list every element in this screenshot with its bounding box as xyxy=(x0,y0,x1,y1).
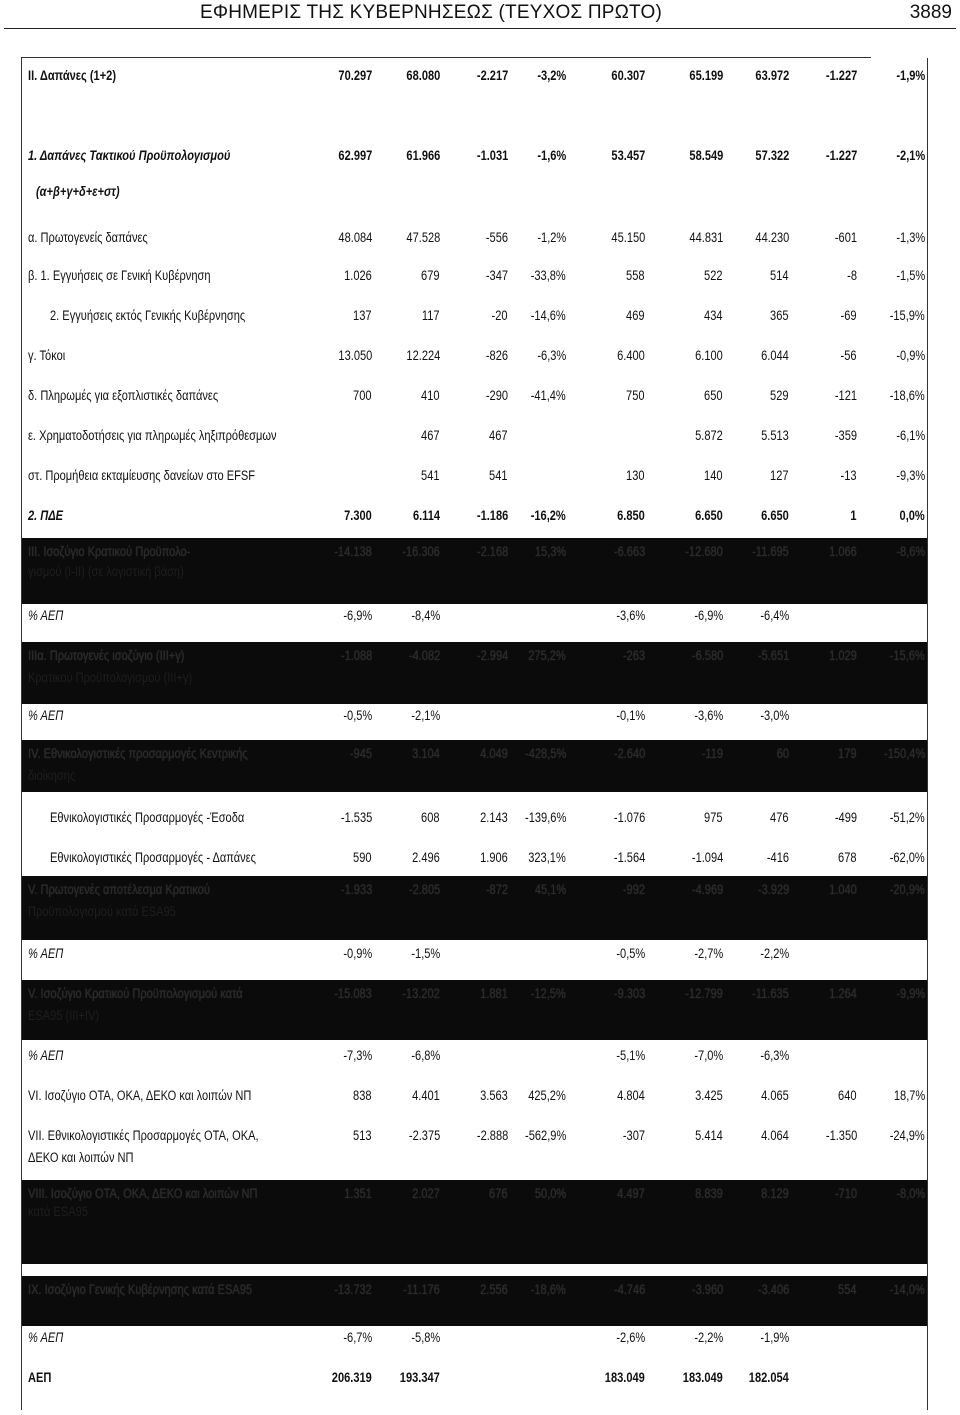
value-cell: -2.168 xyxy=(476,544,508,559)
value-cell: 1.026 xyxy=(344,268,372,283)
row-label: % ΑΕΠ xyxy=(28,1048,64,1063)
value-cell: -6,9% xyxy=(694,608,723,623)
value-cell: -18,6% xyxy=(889,388,925,403)
value-cell: 1.264 xyxy=(829,986,857,1001)
table-row xyxy=(22,228,927,250)
value-cell: -4.746 xyxy=(613,1282,645,1297)
value-cell: 2.027 xyxy=(412,1186,440,1201)
row-label: ΑΕΠ xyxy=(28,1370,52,1385)
value-cell: -2,1% xyxy=(896,148,925,163)
value-cell: 0,0% xyxy=(899,508,925,523)
value-cell: 65.199 xyxy=(689,68,723,83)
value-cell: -2.375 xyxy=(408,1128,440,1143)
value-cell: -1.076 xyxy=(613,810,645,825)
value-cell: -1,6% xyxy=(537,148,566,163)
value-cell: 44.230 xyxy=(755,230,789,245)
value-cell: -6.580 xyxy=(691,648,723,663)
value-cell: -1.350 xyxy=(825,1128,857,1143)
table-row xyxy=(22,1046,927,1068)
table-row xyxy=(22,1368,927,1390)
value-cell: 365 xyxy=(770,308,789,323)
value-cell: 323,1% xyxy=(528,850,566,865)
value-cell: -3.406 xyxy=(757,1282,789,1297)
value-cell: 514 xyxy=(770,268,789,283)
value-cell: -8,6% xyxy=(896,544,925,559)
value-cell: -121 xyxy=(834,388,857,403)
value-cell: 750 xyxy=(626,388,645,403)
value-cell: -12,5% xyxy=(530,986,566,1001)
value-cell: 700 xyxy=(353,388,372,403)
row-label: γ. Τόκοι xyxy=(28,348,66,363)
row-label: 1. Δαπάνες Τακτικού Προϋπολογισμού xyxy=(28,148,231,163)
value-cell: -2.805 xyxy=(408,882,440,897)
value-cell: 838 xyxy=(353,1088,372,1103)
value-cell: -9,3% xyxy=(896,468,925,483)
value-cell: 6.044 xyxy=(761,348,789,363)
row-label: % ΑΕΠ xyxy=(28,708,64,723)
table-row xyxy=(22,426,927,448)
row-label: ΙΙ. Δαπάνες (1+2) xyxy=(28,68,117,83)
table-row xyxy=(22,266,927,288)
value-cell: -14,6% xyxy=(530,308,566,323)
value-cell: -3,6% xyxy=(616,608,645,623)
row-label: % ΑΕΠ xyxy=(28,1330,64,1345)
value-cell: -7,3% xyxy=(343,1048,372,1063)
value-cell: 1.881 xyxy=(480,986,508,1001)
value-cell: 137 xyxy=(353,308,372,323)
value-cell: -4.969 xyxy=(691,882,723,897)
value-cell: 4.497 xyxy=(617,1186,645,1201)
table-row xyxy=(22,146,927,208)
value-cell: 63.972 xyxy=(755,68,789,83)
value-cell: 590 xyxy=(353,850,372,865)
value-cell: -2,2% xyxy=(694,1330,723,1345)
value-cell: 12.224 xyxy=(406,348,440,363)
row-label: 2. Εγγυήσεις εκτός Γενικής Κυβέρνησης xyxy=(50,308,246,323)
table-row xyxy=(22,642,927,704)
row-label: 2. ΠΔΕ xyxy=(28,508,64,523)
value-cell: -2.640 xyxy=(613,746,645,761)
value-cell: -51,2% xyxy=(889,810,925,825)
value-cell: -16.306 xyxy=(402,544,440,559)
header-rule xyxy=(4,28,956,29)
table-row xyxy=(22,808,927,830)
table-row xyxy=(22,506,927,528)
value-cell: 183.049 xyxy=(682,1370,723,1385)
value-cell: 1.351 xyxy=(344,1186,372,1201)
value-cell: 676 xyxy=(489,1186,508,1201)
value-cell: 640 xyxy=(838,1088,857,1103)
value-cell: 193.347 xyxy=(399,1370,440,1385)
row-label: % ΑΕΠ xyxy=(28,608,64,623)
value-cell: 4.064 xyxy=(761,1128,789,1143)
value-cell: -3.929 xyxy=(757,882,789,897)
table-row xyxy=(22,386,927,408)
row-label-continued: γισμού (Ι-ΙΙ) (σε λογιστική βάση) xyxy=(28,564,184,579)
value-cell: 68.080 xyxy=(406,68,440,83)
value-cell: -0,5% xyxy=(343,708,372,723)
value-cell: 18,7% xyxy=(893,1088,925,1103)
value-cell: -562,9% xyxy=(524,1128,566,1143)
value-cell: -6.663 xyxy=(613,544,645,559)
value-cell: -601 xyxy=(834,230,857,245)
value-cell: -1,9% xyxy=(896,68,925,83)
row-label: % ΑΕΠ xyxy=(28,946,64,961)
value-cell: 47.528 xyxy=(406,230,440,245)
value-cell: -945 xyxy=(349,746,372,761)
value-cell: -1.031 xyxy=(476,148,508,163)
value-cell: -11.635 xyxy=(752,986,789,1001)
value-cell: 13.050 xyxy=(338,348,372,363)
value-cell: 1.066 xyxy=(829,544,857,559)
value-cell: -13 xyxy=(840,468,857,483)
value-cell: -8,0% xyxy=(896,1186,925,1201)
value-cell: -11.695 xyxy=(752,544,789,559)
value-cell: -139,6% xyxy=(524,810,566,825)
value-cell: 6.650 xyxy=(761,508,789,523)
value-cell: 130 xyxy=(626,468,645,483)
value-cell: 434 xyxy=(704,308,723,323)
value-cell: 48.084 xyxy=(338,230,372,245)
value-cell: 650 xyxy=(704,388,723,403)
value-cell: -2,7% xyxy=(694,946,723,961)
value-cell: -556 xyxy=(485,230,508,245)
value-cell: 6.100 xyxy=(695,348,723,363)
row-label: α. Πρωτογενείς δαπάνες xyxy=(28,230,148,245)
value-cell: 513 xyxy=(353,1128,372,1143)
value-cell: -0,5% xyxy=(616,946,645,961)
value-cell: -9.303 xyxy=(613,986,645,1001)
value-cell: -4.082 xyxy=(408,648,440,663)
value-cell: -290 xyxy=(485,388,508,403)
row-label-continued: (α+β+γ+δ+ε+στ) xyxy=(36,184,120,199)
table-row xyxy=(22,848,927,870)
value-cell: 1.906 xyxy=(480,850,508,865)
value-cell: -20 xyxy=(491,308,508,323)
row-label: VI. Ισοζύγιο ΟΤΑ, ΟΚΑ, ΔΕΚΟ και λοιπών ΝΠ xyxy=(28,1088,252,1103)
value-cell: 50,0% xyxy=(534,1186,566,1201)
value-cell: -1.186 xyxy=(476,508,508,523)
value-cell: -6,8% xyxy=(411,1048,440,1063)
value-cell: 608 xyxy=(421,810,440,825)
value-cell: -710 xyxy=(834,1186,857,1201)
value-cell: 60.307 xyxy=(611,68,645,83)
value-cell: -8,4% xyxy=(411,608,440,623)
value-cell: 5.513 xyxy=(761,428,789,443)
value-cell: -11.176 xyxy=(403,1282,440,1297)
value-cell: 541 xyxy=(421,468,440,483)
value-cell: -1.227 xyxy=(825,68,857,83)
table-row xyxy=(22,66,927,88)
value-cell: -1.094 xyxy=(691,850,723,865)
value-cell: -872 xyxy=(485,882,508,897)
value-cell: -6,7% xyxy=(343,1330,372,1345)
row-label: ΙΙΙα. Πρωτογενές ισοζύγιο (ΙΙΙ+γ) xyxy=(28,648,185,663)
value-cell: 2.496 xyxy=(412,850,440,865)
value-cell: -6,1% xyxy=(896,428,925,443)
value-cell: 2.556 xyxy=(480,1282,508,1297)
value-cell: -15.083 xyxy=(334,986,372,1001)
value-cell: -7,0% xyxy=(694,1048,723,1063)
value-cell: -2,6% xyxy=(616,1330,645,1345)
row-label-continued: κατά ESA95 xyxy=(28,1204,88,1219)
value-cell: -33,8% xyxy=(530,268,566,283)
value-cell: -12.680 xyxy=(685,544,723,559)
value-cell: 206.319 xyxy=(331,1370,372,1385)
table-row xyxy=(22,944,927,966)
value-cell: -13.202 xyxy=(402,986,440,1001)
value-cell: 61.966 xyxy=(406,148,440,163)
value-cell: 541 xyxy=(489,468,508,483)
value-cell: 529 xyxy=(770,388,789,403)
value-cell: -1.088 xyxy=(340,648,372,663)
value-cell: 44.831 xyxy=(689,230,723,245)
value-cell: 6.114 xyxy=(412,508,440,523)
value-cell: 179 xyxy=(838,746,857,761)
gazette-title: ΕΦΗΜΕΡΙΣ ΤΗΣ ΚΥΒΕΡΝΗΣΕΩΣ (ΤΕΥΧΟΣ ΠΡΩΤΟ) xyxy=(200,2,663,23)
value-cell: -1.227 xyxy=(825,148,857,163)
table-row xyxy=(22,1180,927,1264)
value-cell: 60 xyxy=(776,746,789,761)
value-cell: 70.297 xyxy=(338,68,372,83)
table-row xyxy=(22,1086,927,1108)
table-row xyxy=(22,346,927,368)
value-cell: 6.850 xyxy=(617,508,645,523)
row-label: στ. Προμήθεια εκταμίευσης δανείων στο EFSF xyxy=(28,468,255,483)
value-cell: -416 xyxy=(766,850,789,865)
value-cell: 1 xyxy=(850,508,857,523)
table-row xyxy=(22,706,927,728)
table-row xyxy=(22,538,927,604)
value-cell: 4.065 xyxy=(761,1088,789,1103)
value-cell: 3.563 xyxy=(480,1088,508,1103)
table-row xyxy=(22,466,927,488)
value-cell: -0,1% xyxy=(616,708,645,723)
value-cell: -3.960 xyxy=(691,1282,723,1297)
value-cell: 6.400 xyxy=(617,348,645,363)
table-row xyxy=(22,1126,927,1170)
value-cell: 57.322 xyxy=(755,148,789,163)
value-cell: -6,9% xyxy=(343,608,372,623)
value-cell: -428,5% xyxy=(524,746,566,761)
table-row xyxy=(22,306,927,328)
row-label: ε. Χρηματοδοτήσεις για πληρωμές ληξιπρόθεσμων xyxy=(28,428,277,443)
value-cell: -499 xyxy=(834,810,857,825)
value-cell: 3.104 xyxy=(412,746,440,761)
row-label: V. Πρωτογενές αποτέλεσμα Κρατικού xyxy=(28,882,210,897)
row-label: VIII. Ισοζύγιο ΟΤΑ, ΟΚΑ, ΔΕΚΟ και λοιπών ΝΠ xyxy=(28,1186,258,1201)
value-cell: 558 xyxy=(626,268,645,283)
value-cell: -0,9% xyxy=(343,946,372,961)
value-cell: 8.839 xyxy=(695,1186,723,1201)
value-cell: -1,5% xyxy=(896,268,925,283)
value-cell: -1,5% xyxy=(411,946,440,961)
row-label: IX. Ισοζύγιο Γενικής Κυβέρνησης κατά ESA95 xyxy=(28,1282,253,1297)
value-cell: 140 xyxy=(704,468,723,483)
value-cell: 45,1% xyxy=(534,882,566,897)
value-cell: -307 xyxy=(622,1128,645,1143)
value-cell: 425,2% xyxy=(528,1088,566,1103)
value-cell: 62.997 xyxy=(338,148,372,163)
value-cell: 8.129 xyxy=(761,1186,789,1201)
value-cell: -8 xyxy=(847,268,857,283)
value-cell: 5.414 xyxy=(695,1128,723,1143)
page-header xyxy=(0,0,960,30)
row-label: ΙΙΙ. Ισοζύγιο Κρατικού Προϋπολο- xyxy=(28,544,191,559)
row-label: δ. Πληρωμές για εξοπλιστικές δαπάνες xyxy=(28,388,219,403)
value-cell: -5,1% xyxy=(616,1048,645,1063)
row-label: Εθνικολογιστικές Προσαρμογές - Δαπάνες xyxy=(50,850,256,865)
value-cell: -41,4% xyxy=(530,388,566,403)
value-cell: 58.549 xyxy=(689,148,723,163)
value-cell: -14,0% xyxy=(889,1282,925,1297)
table-row xyxy=(22,876,927,940)
value-cell: -347 xyxy=(485,268,508,283)
row-label-continued: ESA95 (ΙΙΙ+ΙV) xyxy=(28,1008,100,1023)
value-cell: -992 xyxy=(622,882,645,897)
table-row xyxy=(22,740,927,792)
value-cell: 975 xyxy=(704,810,723,825)
value-cell: 4.804 xyxy=(617,1088,645,1103)
value-cell: -15,9% xyxy=(889,308,925,323)
value-cell: 522 xyxy=(704,268,723,283)
value-cell: 4.401 xyxy=(412,1088,440,1103)
value-cell: -6,4% xyxy=(760,608,789,623)
value-cell: -1,3% xyxy=(896,230,925,245)
value-cell: -62,0% xyxy=(889,850,925,865)
value-cell: -0,9% xyxy=(896,348,925,363)
value-cell: 15,3% xyxy=(534,544,566,559)
value-cell: 1.040 xyxy=(829,882,857,897)
row-label: VII. Εθνικολογιστικές Προσαρμογές ΟΤΑ, ΟΚΑ, xyxy=(28,1128,259,1143)
budget-table xyxy=(21,58,928,1410)
value-cell: -24,9% xyxy=(889,1128,925,1143)
value-cell: 467 xyxy=(489,428,508,443)
value-cell: 3.425 xyxy=(695,1088,723,1103)
value-cell: -1,2% xyxy=(537,230,566,245)
value-cell: -2.888 xyxy=(476,1128,508,1143)
value-cell: 7.300 xyxy=(344,508,372,523)
value-cell: -263 xyxy=(622,648,645,663)
value-cell: 679 xyxy=(421,268,440,283)
value-cell: 678 xyxy=(838,850,857,865)
value-cell: 4.049 xyxy=(480,746,508,761)
value-cell: -3,6% xyxy=(694,708,723,723)
value-cell: -18,6% xyxy=(530,1282,566,1297)
value-cell: 5.872 xyxy=(695,428,723,443)
table-row xyxy=(22,606,927,628)
value-cell: -6,3% xyxy=(537,348,566,363)
row-label: IV. Εθνικολογιστικές προσαρμογές Κεντρικής xyxy=(28,746,248,761)
value-cell: 53.457 xyxy=(611,148,645,163)
value-cell: 182.054 xyxy=(748,1370,789,1385)
value-cell: 45.150 xyxy=(611,230,645,245)
row-label-continued: Προϋπολογισμού κατά ESA95 xyxy=(28,904,176,919)
value-cell: -3,2% xyxy=(537,68,566,83)
page-number: 3889 xyxy=(909,2,952,23)
value-cell: -1.933 xyxy=(340,882,372,897)
value-cell: -1,9% xyxy=(760,1330,789,1345)
value-cell: -826 xyxy=(485,348,508,363)
value-cell: 1.029 xyxy=(829,648,857,663)
value-cell: -9,9% xyxy=(896,986,925,1001)
row-label: β. 1. Εγγυήσεις σε Γενική Κυβέρνηση xyxy=(28,268,211,283)
value-cell: 476 xyxy=(770,810,789,825)
value-cell: 275,2% xyxy=(528,648,566,663)
value-cell: -20,9% xyxy=(889,882,925,897)
table-row xyxy=(22,1276,927,1326)
value-cell: 183.049 xyxy=(604,1370,645,1385)
value-cell: 127 xyxy=(770,468,789,483)
row-label-continued: Κρατικού Προϋπολογισμού (ΙΙΙ+γ) xyxy=(28,670,193,685)
row-label-continued: διοίκησης xyxy=(28,768,76,783)
value-cell: -1.535 xyxy=(340,810,372,825)
table-row xyxy=(22,1328,927,1350)
value-cell: -6,3% xyxy=(760,1048,789,1063)
row-label-continued: ΔΕΚΟ και λοιπών ΝΠ xyxy=(28,1150,134,1165)
value-cell: -2.994 xyxy=(476,648,508,663)
value-cell: -12.799 xyxy=(685,986,723,1001)
value-cell: -14.138 xyxy=(334,544,372,559)
value-cell: 467 xyxy=(421,428,440,443)
row-label: V. Ισοζύγιο Κρατικού Προϋπολογισμού κατά xyxy=(28,986,243,1001)
value-cell: -1.564 xyxy=(613,850,645,865)
value-cell: 117 xyxy=(422,308,440,323)
value-cell: -150,4% xyxy=(883,746,925,761)
value-cell: -3,0% xyxy=(760,708,789,723)
value-cell: -359 xyxy=(834,428,857,443)
value-cell: 410 xyxy=(421,388,440,403)
value-cell: -2,1% xyxy=(411,708,440,723)
value-cell: -13.732 xyxy=(334,1282,372,1297)
row-label: Εθνικολογιστικές Προσαρμογές -Έσοδα xyxy=(50,810,245,825)
value-cell: 469 xyxy=(626,308,645,323)
value-cell: -15,6% xyxy=(889,648,925,663)
value-cell: 6.650 xyxy=(695,508,723,523)
value-cell: -2,2% xyxy=(760,946,789,961)
value-cell: -16,2% xyxy=(530,508,566,523)
value-cell: 554 xyxy=(838,1282,857,1297)
value-cell: -69 xyxy=(840,308,857,323)
value-cell: -119 xyxy=(701,746,723,761)
value-cell: 2.143 xyxy=(480,810,508,825)
table-row xyxy=(22,980,927,1040)
value-cell: -2.217 xyxy=(476,68,508,83)
value-cell: -56 xyxy=(840,348,857,363)
value-cell: -5.651 xyxy=(757,648,789,663)
value-cell: -5,8% xyxy=(411,1330,440,1345)
